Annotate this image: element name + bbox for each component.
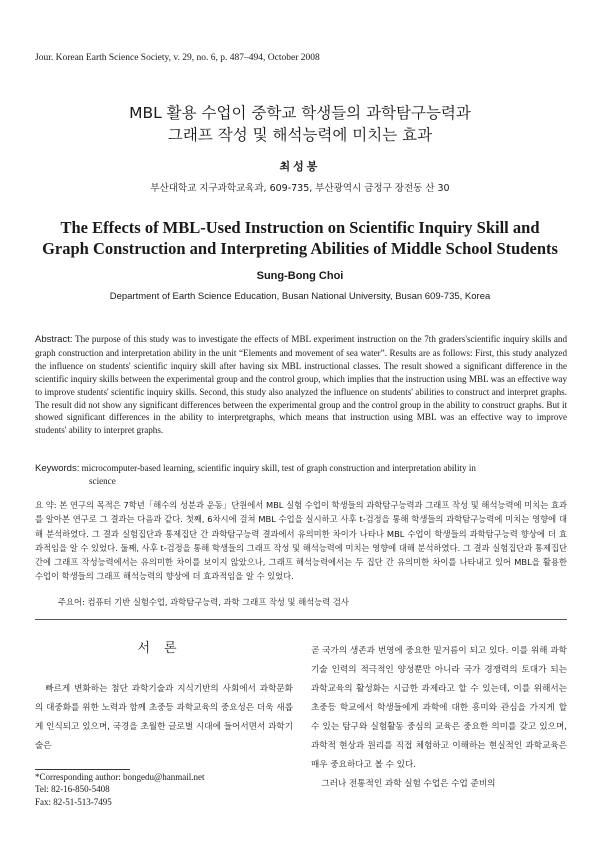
keywords-label: Keywords: [35,463,80,474]
english-affiliation: Department of Earth Science Education, Busan National University, Busan 609-735, Korea [109,291,491,302]
abstract [35,333,567,437]
korean-title-line1: MBL 활용 수업이 중학교 학생들의 과학탐구능력과 [129,104,471,122]
korean-affiliation: 부산대학교 지구과학교육과, 609-735, 부산광역시 금정구 장전동 산 30 [150,183,450,194]
abstract-label: Abstract: [35,334,73,345]
journal-citation: Jour. Korean Earth Science Society, v. 29, no. 6, p. 487–494, October 2008 [35,53,320,63]
korean-author: 최성봉 [279,160,321,173]
keywords [35,462,567,488]
footnote-tel: Tel: 82-16-850-5408 [35,784,110,795]
section-divider [35,619,567,620]
korean-summary: 요 약: 본 연구의 목적은 7학년「해수의 성분과 운동」단원에서 MBL 실험 수업이 학생들의 과학탐구능력과 그래프 작성 및 해석능력에 미치는 효과를 알아본 연구로 그 결과는 다음과 같다. 첫째, 6차시에 걸쳐 MBL 수업을 실시하고 사후 t-검정을 통해 학생들의 과학탐구능력에 미치는 영향에 대해 분석하였다. 그 결과 실험집단과 통제집단 간 과학탐구능력 결과에서 유의미한 차이가 나타나 MBL 수업이 학생들의 과학탐구능력 향상에 더 효과적임을 알 수 있었다. 둘째, 사후 t-검정을 통해 학생들의 그래프 작성 및 해석능력에 미치는 영향에 대해 분석하였다. 그 결과 실험집단과 통제집단 간에 그래프 작성능력에서는 유의미한 차이를 보이지 않았으나, 그래프 해석능력에서는 두 집단 간 유의미한 차이를 나타내고 있어 MBL을 활용한 수업이 학생들의 그래프 해석능력의 향상에 더 효과적임을 알 수 있었다. [35,500,567,582]
body-paragraph: 그러나 전통적인 과학 실험 수업은 수업 준비의 [321,779,496,789]
keywords-line2: science [89,476,116,486]
body-column-right [311,642,567,794]
body-paragraph: 빠르게 변화하는 첨단 과학기술과 지식기반의 사회에서 과학문화의 대중화를 위한 노력과 함께 초중등 과학교육의 중요성은 더욱 새롭게 인식되고 있으며, 국경을 초월한 글로벌 시대에 들어서면서 과학기술은 [35,684,293,751]
footnote [35,771,205,808]
footnote-fax: Fax: 82-51-513-7495 [35,796,112,807]
english-title-line2: Graph Construction and Interpreting Abilities of Middle School Students [42,239,558,258]
korean-title-line2: 그래프 작성 및 해석능력에 미치는 효과 [167,126,433,144]
abstract-text: The purpose of this study was to investigate the effects of MBL experiment instruction on the 7th graders'scientific inquiry skills and graph construction and interpretation ability in the unit “Elements and movement of sea water”. Results are as follows: First, this study analyzed the influence on students' scientific inquiry skill after having six MBL instructional classes. The result showed a significant difference in the scientific inquiry skills between the experimental group and the control group, which implies that the instruction using MBL was an effective way to improve students' scientific inquiry skills. Second, this study also analyzed the influence on students' abilities to construct and interpret graphs. The result did not show any significant differences between the experimental group and the control group in the ability to construct graphs. But it showed significant differences in the ability to interpretgraphs, which means that instruction using MBL was an effective way to improve students' ability to interpret graphs. [35,334,567,436]
section-title: 서론 [137,641,191,656]
english-title-line1: The Effects of MBL-Used Instruction on Scientific Inquiry Skill and [60,218,540,237]
body-paragraph: 곧 국가의 생존과 번영에 중요한 밑거름이 되고 있다. 이를 위해 과학기술 인력의 적극적인 양성뿐만 아니라 국가 경쟁력의 토대가 되는 과학교육의 활성화는 시급한 과제라고 할 수 있는데, 이를 위해서는 초중등 학교에서 학생들에게 과학에 대한 흥미와 관심을 가지게 할 수 있는 탐구와 실험활동 중심의 교육은 중요한 의미를 갖고 있으며, 과학적 현상과 원리를 직접 체험하고 이해하는 현실적인 과학교육은 매우 중요하다고 볼 수 있다. [311,646,567,770]
footnote-rule [35,769,130,770]
english-author: Sung-Bong Choi [256,270,344,282]
keywords-line1: microcomputer-based learning, scientific inquiry skill, test of graph construction and interpretation ability in [79,463,476,473]
body-column-left [35,680,293,756]
footnote-email: *Corresponding author: bongedu@hanmail.net [35,772,205,782]
korean-keywords: 주요어: 컴퓨터 기반 실험수업, 과학탐구능력, 과학 그래프 작성 및 해석능력 검사 [58,597,349,607]
